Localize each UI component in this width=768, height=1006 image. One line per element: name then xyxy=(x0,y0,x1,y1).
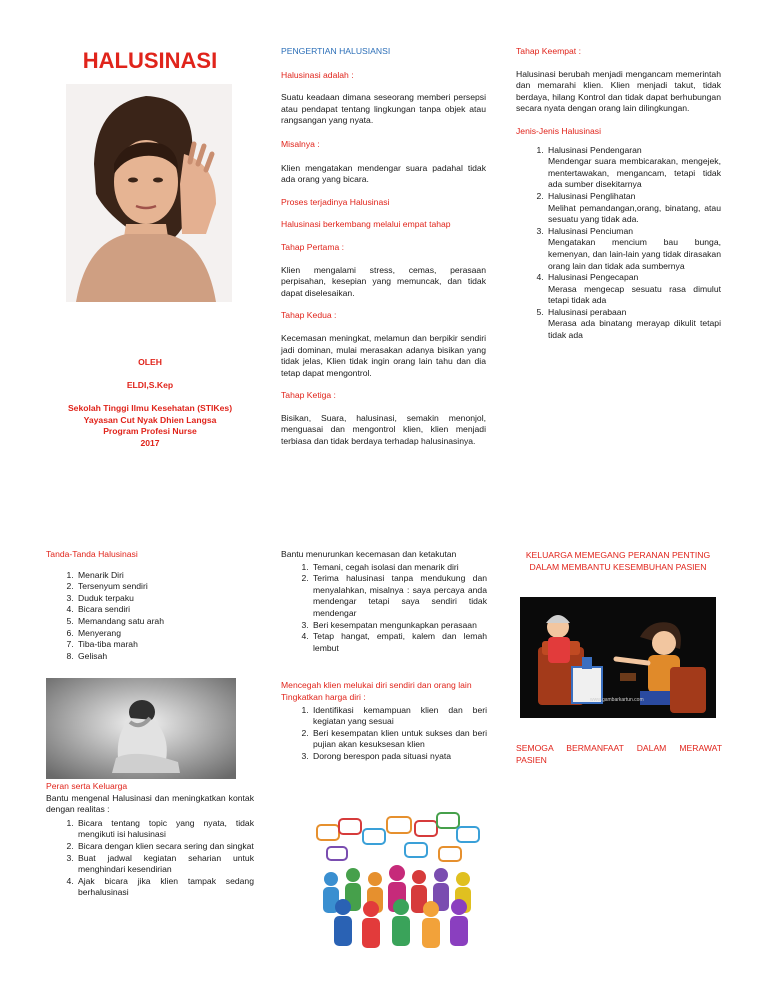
stage3-label: Tahap Ketiga : xyxy=(281,390,336,401)
stage4-label: Tahap Keempat : xyxy=(516,46,581,56)
signs-label: Tanda-Tanda Halusinasi xyxy=(46,549,138,559)
type-desc: Melihat pemandangan,orang, binatang, atau sesuatu yang tidak ada. xyxy=(548,202,721,225)
list-item: 3. Dorong berespon pada situasi nyata xyxy=(311,751,487,763)
list-item: 1. Identifikasi kemampuan klien dan beri kegiatan yang sesuai xyxy=(311,705,487,728)
list-item: 6. Menyerang xyxy=(76,628,254,640)
stage3-text: Bisikan, Suara, halusinasi, semakin menonjol, menguasai dan mengontrol klien, klien menjadi terbiasa dan tidak berdaya terhadap halusinasinya. xyxy=(281,412,486,447)
list-item: 2. Bicara dengan klien secara sering dan singkat xyxy=(76,841,254,853)
cartoon-watermark: www.gambarkartun.com xyxy=(590,697,644,703)
family-label: Peran serta Keluarga xyxy=(46,781,128,791)
list-item xyxy=(546,307,721,342)
institution-line: Yayasan Cut Nyak Dhien Langsa xyxy=(83,414,217,425)
types-panel xyxy=(516,46,721,342)
list-item: 8. Gelisah xyxy=(76,651,254,663)
type-name: Halusinasi Pendengaran xyxy=(548,144,642,155)
list-item: 1. Bicara tentang topic yang nyata, tidak mengikuti isi halusinasi xyxy=(76,818,254,841)
stage2-label: Tahap Kedua : xyxy=(281,310,337,321)
list-item: 1. Temani, cegah isolasi dan menarik diri xyxy=(311,562,487,574)
institution-line: Program Profesi Nurse xyxy=(103,426,197,437)
list-item: 2. Terima halusinasi tanpa mendukung dan menyalahkan, misalnya : saya percaya anda mendengar tetapi saya sendiri tidak mendengar xyxy=(311,573,487,619)
signs-panel xyxy=(46,549,254,662)
prevent-list xyxy=(281,705,487,763)
stage4-text: Halusinasi berubah menjadi mengancam memerintah dan memarahi klien. Klien menjadi takut, tidak berdaya, hilang Kontrol dan tidak dapat berhubungan secara nyata dengan orang lain dilingkungan. xyxy=(516,68,721,114)
stage1-label: Tahap Pertama : xyxy=(281,241,345,252)
list-item: 3. Duduk terpaku xyxy=(76,593,254,605)
oleh-label: OLEH xyxy=(138,357,162,367)
type-desc: Merasa mengecap sesuatu rasa dimulut tetapi tidak ada xyxy=(548,283,721,306)
closing-message: SEMOGA BERMANFAAT DALAM MERAWAT PASIEN xyxy=(516,743,722,765)
list-item: 4. Ajak bicara jika klien tampak sedang berhalusinasi xyxy=(76,876,254,899)
woman-listening-photo xyxy=(66,84,232,302)
signs-list xyxy=(46,570,254,663)
stages-label: Halusinasi berkembang melalui empat tahap xyxy=(281,219,451,230)
list-item: 3. Buat jadwal kegiatan seharian untuk menghindari kesendirian xyxy=(76,853,254,876)
list-item: 7. Tiba-tiba marah xyxy=(76,639,254,651)
types-label: Jenis-Jenis Halusinasi xyxy=(516,125,602,136)
type-desc: Merasa ada binatang merayap dikulit tetapi tidak ada xyxy=(548,318,721,341)
family-importance-heading: KELUARGA MEMEGANG PERANAN PENTING DALAM MEMBANTU KESEMBUHAN PASIEN xyxy=(525,550,711,572)
institution-block xyxy=(45,403,255,449)
speech-bubbles-illustration xyxy=(309,811,485,953)
family-conversation-cartoon xyxy=(520,597,716,718)
example-label: Misalnya : xyxy=(281,138,320,149)
stage2-text: Kecemasan meningkat, melamun dan berpikir sendiri jadi dominan, mulai merasakan adanya bisikan yang tidak jelas, Klien tidak ingin orang lain tahu dan dia tetap dapat mengontrol. xyxy=(281,332,486,378)
institution-line: 2017 xyxy=(140,437,160,448)
type-desc: Mendengar suara membicarakan, mengejek, mentertawakan, mengancam, tetapi tidak ada sumber disekitarnya xyxy=(548,156,721,190)
list-item xyxy=(546,191,721,226)
definition-text: Suatu keadaan dimana seseorang memberi persepsi atau pendapat tentang lingkungan tanpa objek atau rangsangan yang nyata. xyxy=(281,92,486,126)
support-list xyxy=(281,562,487,655)
type-name: Halusinasi Penglihatan xyxy=(548,190,636,201)
family-role-panel xyxy=(46,781,254,899)
list-item: 5. Memandang satu arah xyxy=(76,616,254,628)
institution-line: Sekolah Tinggi Ilmu Kesehatan (STIKes) xyxy=(67,403,233,413)
support-intro: Bantu menurunkan kecemasan dan ketakutan xyxy=(281,549,457,559)
list-item: 3. Beri kesempatan mengunkapkan perasaan xyxy=(311,620,487,632)
prevent-label: Mencegah klien melukai diri sendiri dan orang lain Tingkatkan harga diri : xyxy=(281,680,472,702)
type-name: Halusinasi Pengecapan xyxy=(548,272,639,283)
type-desc: Mengatakan mencium bau bunga, kemenyan, dan lain-lain yang tidak dirasakan orang lain dan tidak ada sumbernya xyxy=(548,237,721,271)
definition-panel xyxy=(281,46,486,448)
definition-heading: PENGERTIAN HALUSIANSI xyxy=(281,46,391,56)
author-name: ELDI,S.Kep xyxy=(126,380,174,390)
type-name: Halusinasi Penciuman xyxy=(548,225,634,236)
definition-label: Halusinasi adalah : xyxy=(281,69,354,80)
list-item xyxy=(546,226,721,272)
list-item xyxy=(546,145,721,191)
family-intro: Bantu mengenal Halusinasi dan meningkatkan kontak dengan realitas : xyxy=(46,792,254,815)
stage1-text: Klien mengalami stress, cemas, perasaan perpisahan, kesepian yang memuncak, dan tidak dapat diselesaikan. xyxy=(281,264,486,298)
types-list xyxy=(516,145,721,342)
process-label: Proses terjadinya Halusinasi xyxy=(281,196,390,207)
withdrawn-person-photo xyxy=(46,678,236,779)
list-item xyxy=(546,272,721,307)
list-item: 4. Tetap hangat, empati, kalem dan lemah lembut xyxy=(311,631,487,654)
type-name: Halusinasi perabaan xyxy=(548,306,627,317)
brochure-title: HALUSINASI xyxy=(82,48,218,73)
list-item: 2. Beri kesempatan klien untuk sukses dan beri pujian akan kesuksesan klien xyxy=(311,728,487,751)
list-item: 1. Menarik Diri xyxy=(76,570,254,582)
example-text: Klien mengatakan mendengar suara padahal tidak ada orang yang bicara. xyxy=(281,162,486,185)
list-item: 2. Tersenyum sendiri xyxy=(76,581,254,593)
list-item: 4. Bicara sendiri xyxy=(76,604,254,616)
support-panel xyxy=(281,549,487,763)
family-list xyxy=(46,818,254,899)
